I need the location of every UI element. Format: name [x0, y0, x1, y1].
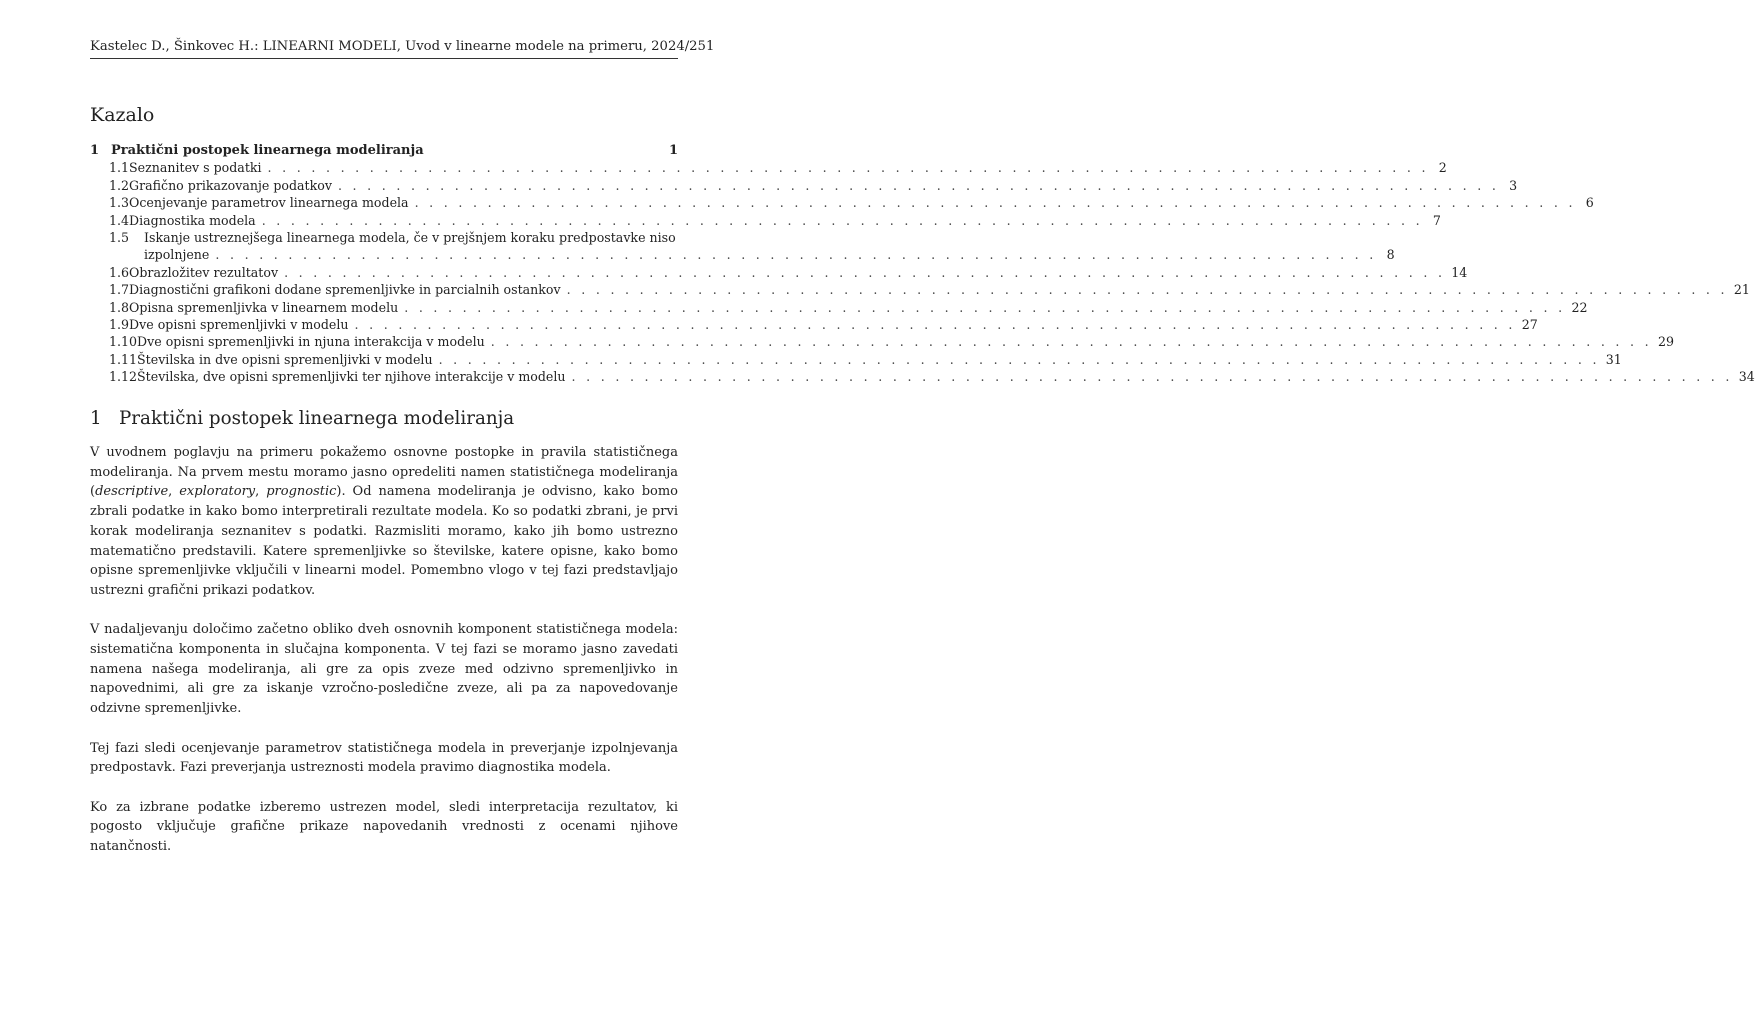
- separator: ,: [168, 484, 180, 500]
- toc-entry[interactable]: [90, 229, 678, 246]
- toc-leader: . . . . . . . . . . . . . . . . . . . . . . . . . . . . . . . . . . . . . . . . . . . . . . . . . . . . . . . . . . . . . . . . . . . . . . . . . . . . . . . .: [337, 177, 1500, 193]
- toc-leader: . . . . . . . . . . . . . . . . . . . . . . . . . . . . . . . . . . . . . . . . . . . . . . . . . . . . . . . . . . . . . . . . . . . . . . . . . . . . . . . .: [215, 247, 1377, 263]
- toc-entry[interactable]: [90, 351, 1622, 368]
- toc-entry-title: Grafično prikazovanje podatkov: [129, 177, 332, 193]
- header-rule: [90, 58, 678, 59]
- toc-entry-page: 14: [1451, 264, 1468, 280]
- header-page-number: 1: [705, 39, 715, 54]
- toc-leader: . . . . . . . . . . . . . . . . . . . . . . . . . . . . . . . . . . . . . . . . . . . . . . . . . . . . . . . . . . . . . . . . . . . . . . . . . . . . . . . .: [404, 299, 1566, 315]
- toc-entry[interactable]: [90, 281, 1750, 298]
- section-heading: [90, 408, 514, 429]
- toc-entry-title: Praktični postopek linearnega modeliranja: [111, 143, 424, 158]
- section-body: [90, 443, 678, 876]
- header-text: Kastelec D., Šinkovec H.: LINEARNI MODELI, Uvod v linearne modele na primeru, 2024/25: [90, 39, 706, 54]
- toc-entry-page: 34: [1738, 369, 1755, 385]
- toc-entry-number: 1.2: [109, 177, 130, 193]
- paragraph-4: Ko za izbrane podatke izberemo ustrezen model, sledi interpretacija rezultatov, ki pogosto vključuje grafične prikaze napovedanih vrednosti z ocenami njihove natančnosti.: [90, 799, 678, 855]
- toc-leader: . . . . . . . . . . . . . . . . . . . . . . . . . . . . . . . . . . . . . . . . . . . . . . . . . . . . . . . . . . . . . . . . . . . . . . . . . . . . . . . .: [354, 317, 1516, 333]
- toc-entry[interactable]: [90, 368, 1755, 385]
- section-title: Praktični postopek linearnega modeliranja: [119, 408, 515, 429]
- paragraph-2: V nadaljevanju določimo začetno obliko dveh osnovnih komponent statističnega modela: sistematična komponenta in slučajna komponenta. V tej fazi se moramo jasno zavedati namena našega modeliranja, ali gre za opis zveze med odzivno spremenljivko in napovednimi, ali gre za iskanje vzročno-posledične zveze, ali pa za napovedovanje odzivne spremenljivke.: [90, 622, 678, 717]
- section-number: 1: [90, 408, 102, 429]
- toc-entry-number: 1: [90, 143, 100, 158]
- toc-entry[interactable]: [90, 212, 1441, 229]
- term-prognostic: prognostic: [266, 484, 337, 500]
- toc-entry-number: 1.4: [109, 212, 130, 228]
- toc-entry[interactable]: [90, 316, 1538, 333]
- toc-entry-number: 1.3: [109, 195, 130, 211]
- toc-entry-page: 31: [1605, 351, 1622, 367]
- paragraph-1: [90, 443, 678, 601]
- toc-title: Kazalo: [90, 104, 155, 126]
- toc-entry-page: 8: [1386, 247, 1395, 263]
- toc-entry-title: Iskanje ustreznejšega linearnega modela, če v prejšnjem koraku predpostavke niso: [144, 230, 676, 246]
- toc-entry-title-continued: izpolnjene: [144, 247, 210, 263]
- paragraph-1-text-a: V uvodnem poglavju na primeru pokažemo osnovne postopke in pravila statističnega modeliranja. Na prvem mestu moramo jasno opredeliti namen statističnega modeliranja (: [90, 445, 678, 500]
- toc-entry-title: Dve opisni spremenljivki v modelu: [129, 317, 349, 333]
- toc-entry-title: Diagnostika modela: [129, 212, 256, 228]
- toc-entry-page: 2: [1438, 160, 1447, 176]
- paragraph-1-text-b: ). Od namena modeliranja je odvisno, kako bomo zbrali podatke in kako bomo interpretirali rezultate modela. Ko so podatki zbrani, je prvi korak modeliranja seznanitev s podatki. Razmisliti moramo, kako jih bomo ustrezno matematično predstavili. Katere spremenljivke so številske, katere opisne, kako bomo opisne spremenljivke vključili v linearni model. Pomembno vlogo v tej fazi predstavljajo ustrezni grafični prikazi podatkov.: [90, 484, 678, 598]
- separator: ,: [255, 484, 267, 500]
- toc-entry-page: 29: [1657, 334, 1674, 350]
- toc-entry-page: 22: [1571, 299, 1588, 315]
- toc-entry-title: Diagnostični grafikoni dodane spremenljivke in parcialnih ostankov: [129, 282, 561, 298]
- table-of-contents: [90, 142, 1755, 386]
- toc-leader: . . . . . . . . . . . . . . . . . . . . . . . . . . . . . . . . . . . . . . . . . . . . . . . . . . . . . . . . . . . . . . . . . . . . . . . . . . . . . . . .: [566, 282, 1728, 298]
- term-exploratory: exploratory: [179, 484, 256, 500]
- toc-entry-number: 1.10: [109, 334, 138, 350]
- toc-entry[interactable]: [90, 299, 1588, 316]
- toc-entry-title: Seznanitev s podatki: [129, 160, 262, 176]
- toc-leader: . . . . . . . . . . . . . . . . . . . . . . . . . . . . . . . . . . . . . . . . . . . . . . . . . . . . . . . . . . . . . . . . . . . . . . . . . . . . . . . .: [490, 334, 1652, 350]
- term-descriptive: descriptive: [95, 484, 169, 500]
- toc-leader: . . . . . . . . . . . . . . . . . . . . . . . . . . . . . . . . . . . . . . . . . . . . . . . . . . . . . . . . . . . . . . . . . . . . . . . . . . . . . . . .: [267, 160, 1429, 176]
- toc-leader: . . . . . . . . . . . . . . . . . . . . . . . . . . . . . . . . . . . . . . . . . . . . . . . . . . . . . . . . . . . . . . . . . . . . . . . . . . . . . . . .: [284, 264, 1446, 280]
- toc-entry-title: Opisna spremenljivka v linearnem modelu: [129, 299, 399, 315]
- toc-entry-title: Ocenjevanje parametrov linearnega modela: [129, 195, 409, 211]
- toc-leader: . . . . . . . . . . . . . . . . . . . . . . . . . . . . . . . . . . . . . . . . . . . . . . . . . . . . . . . . . . . . . . . . . . . . . . . . . . . . . . . .: [261, 212, 1423, 228]
- toc-entry-page: 21: [1733, 282, 1750, 298]
- toc-entry-number: 1.12: [109, 369, 138, 385]
- toc-entry-number: 1.7: [109, 282, 130, 298]
- toc-leader: . . . . . . . . . . . . . . . . . . . . . . . . . . . . . . . . . . . . . . . . . . . . . . . . . . . . . . . . . . . . . . . . . . . . . . . . . . . . . . . .: [438, 351, 1600, 367]
- toc-entry[interactable]: [90, 333, 1674, 350]
- toc-entry-title: Obrazložitev rezultatov: [129, 264, 279, 280]
- toc-entry-number: 1.6: [109, 264, 130, 280]
- paragraph-3: Tej fazi sledi ocenjevanje parametrov statističnega modela in preverjanje izpolnjevanja predpostavk. Fazi preverjanja ustreznosti modela pravimo diagnostika modela.: [90, 740, 678, 776]
- toc-entry-page: 7: [1432, 212, 1441, 228]
- toc-leader: . . . . . . . . . . . . . . . . . . . . . . . . . . . . . . . . . . . . . . . . . . . . . . . . . . . . . . . . . . . . . . . . . . . . . . . . . . . . . . . .: [571, 369, 1733, 385]
- toc-entry-title: Številska in dve opisni spremenljivki v modelu: [137, 351, 433, 367]
- toc-entry-number: 1.9: [109, 317, 130, 333]
- toc-entry-page: 6: [1585, 195, 1594, 211]
- toc-entry-continuation[interactable]: [90, 246, 1395, 263]
- toc-entry[interactable]: [90, 194, 1594, 211]
- toc-entry-number: 1.8: [109, 299, 130, 315]
- toc-entry-number: 1.11: [109, 351, 138, 367]
- toc-entry-title: Dve opisni spremenljivki in njuna interakcija v modelu: [137, 334, 485, 350]
- toc-entry-page: 27: [1521, 317, 1538, 333]
- toc-entry-page: 3: [1509, 177, 1518, 193]
- toc-entry[interactable]: [90, 159, 1447, 176]
- toc-entry[interactable]: [90, 264, 1468, 281]
- toc-entry-title: Številska, dve opisni spremenljivki ter njihove interakcije v modelu: [137, 369, 566, 385]
- toc-entry[interactable]: [90, 177, 1518, 194]
- toc-entry-number: 1.5: [109, 230, 130, 246]
- toc-entry-number: 1.1: [109, 160, 130, 176]
- toc-entry-main[interactable]: [90, 142, 678, 159]
- toc-leader: . . . . . . . . . . . . . . . . . . . . . . . . . . . . . . . . . . . . . . . . . . . . . . . . . . . . . . . . . . . . . . . . . . . . . . . . . . . . . . . .: [414, 195, 1576, 211]
- running-header: [90, 37, 715, 57]
- toc-entry-page: 1: [668, 143, 678, 158]
